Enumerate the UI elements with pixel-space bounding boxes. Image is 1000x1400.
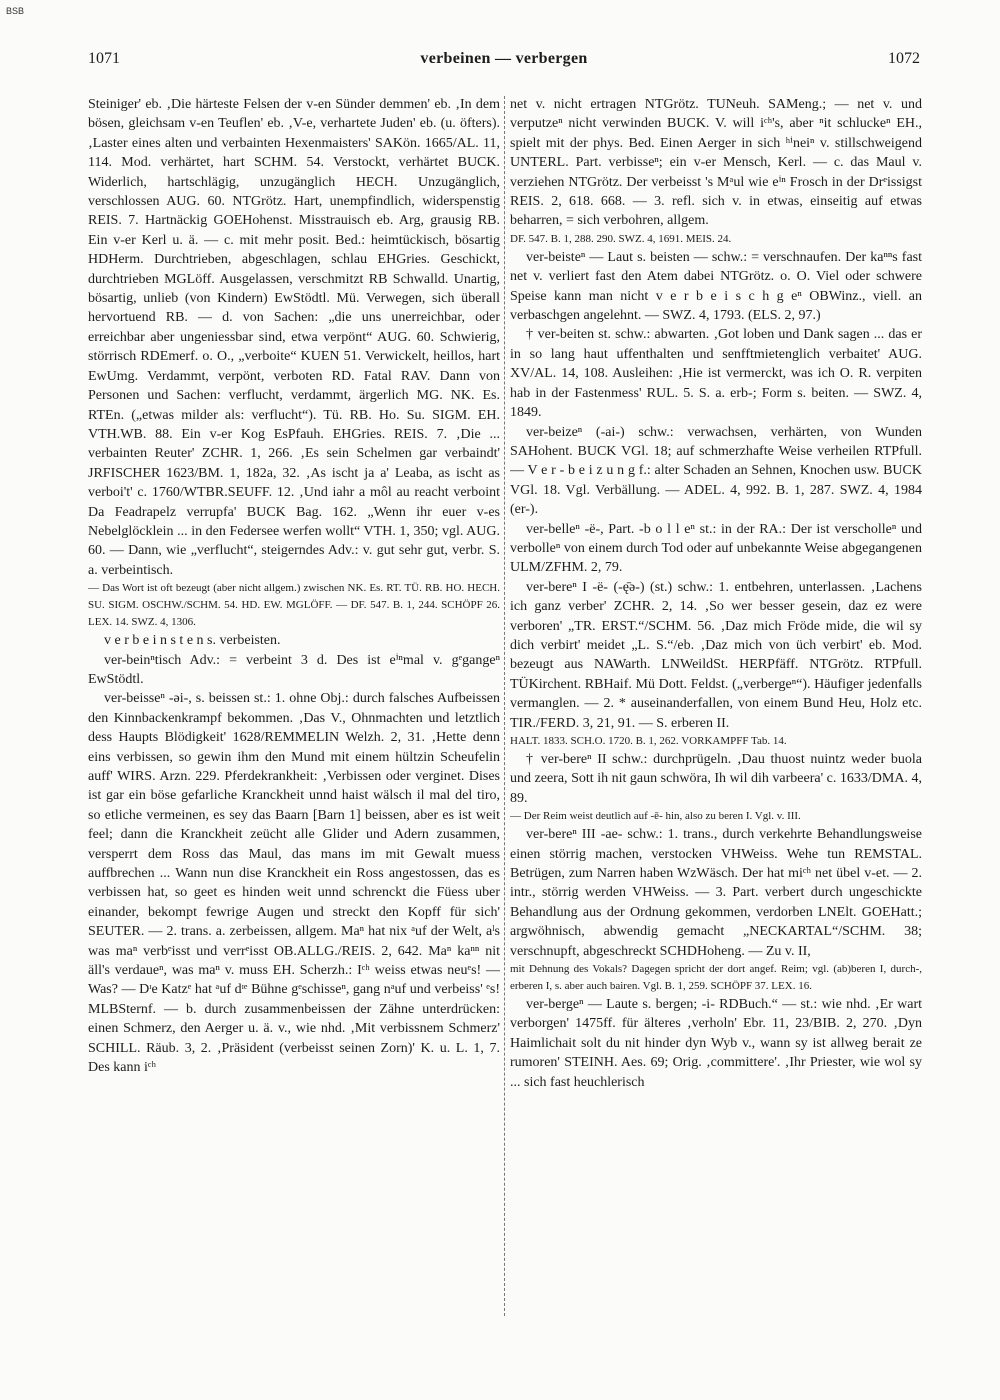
- paragraph: — Das Wort ist oft bezeugt (aber nicht allgem.) zwischen NK. Es. RT. TÜ. RB. HO. HECH. SU. SIGM. OSCHW./SCHM. 54. HD. EW. MGLÖFF. — DF. 547. B. 1, 244. SCHÖPF 26. LEX. 14. SWZ. 4, 1306.: [88, 582, 500, 629]
- paragraph: † ver-bereⁿ II schw.: durchprügeln. ‚Dau thuost nuintz weder buola und zeera, Sott ih nit gaun schwöra, Ih wil dih varbeera' c. 1633/DMA. 4, 89.: [510, 752, 922, 806]
- paragraph: net v. nicht ertragen NTGrötz. TUNeuh. SAMeng.; — net v. und verputzeⁿ nicht verwinden BUCK. V. will iᶜʰ's, aber ⁿit schluckeⁿ EH., spielt mit der phys. Bed. Einen Aerger in sich ʰⁱneiⁿ v. stillschweigend UNTERL. Part. verbisseⁿ; ein v-er Mensch, Kerl. — c. das Maul v. verziehen NTGrötz. Der verbeisst 's Mᵃul wie eⁱⁿ Frosch in der Drᵉissigst REIS. 2, 618. 668. — 3. refl. sich v. in etwas, einseitig auf etwas beharren, = sich verbohren, allgem.: [510, 97, 922, 229]
- paragraph: mit Dehnung des Vokals? Dagegen spricht der dort angef. Reim; vgl. (ab)beren I, durch-, erberen I, s. aber auch bairen. Vgl. B. 1, 259. SCHÖPF 37. LEX. 16.: [510, 963, 922, 993]
- paragraph: DF. 547. B. 1, 288. 290. SWZ. 4, 1691. MEIS. 24.: [510, 232, 732, 245]
- page-number-left: 1071: [88, 50, 120, 67]
- paragraph: † ver-beiten st. schw.: abwarten. ‚Got loben und Dank sagen ... das er in so lang haut uffenthalten und senfftmietenglich verbaitet' AUG. XV/AL. 14, 108. Ausleihen: ‚Hie ist vermerckt, was ich O. R. verpiten hab in der Fastenmess' RUL. 5. S. a. erb-; Form s. beiten. — SWZ. 4, 1849.: [510, 327, 922, 421]
- paragraph: ver-belleⁿ -ë-, Part. -b o l l eⁿ st.: in der RA.: Der ist verscholleⁿ und verbolleⁿ von einem durch Tod oder auf unbekannte Weise abgegangenen ULM/ZFHM. 2, 79.: [510, 521, 922, 576]
- paragraph: ver-bergeⁿ — Laute s. bergen; -i- RDBuch.“ — st.: wie nhd. ‚Er wart verborgen' 1475ff. für älteres ‚verholn' Ebr. 11, 23/BIB. 2, 270. ‚Dyn Haimlichait solt du nit hinder dyn Wyb v., wann sy ist allweg berait ze rumoren' STEINH. Aes. 69; Orig. ‚committere'. ‚Ihr Priester, wie wol sy ... sich fast heuchlerisch: [510, 997, 922, 1090]
- right-column: [510, 95, 922, 1320]
- column-divider: [504, 96, 505, 1316]
- paragraph: ver-beinⁿtisch Adv.: = verbeint 3 d. Des ist eⁱⁿmal v. gᵉgangeⁿ EwStödtl.: [88, 652, 500, 687]
- paragraph: ver-beisteⁿ — Laut s. beisten — schw.: = verschnaufen. Der kaⁿⁿs fast net v. verliert fast den Atem dabei NTGrötz. o. O. Viel oder schwere Speise kann man nicht v e r b e i s c h g eⁿ OBWinz., viell. an verbaschgen angelehnt. — SWZ. 4, 1793. (ELS. 2, 97.): [510, 249, 922, 324]
- paragraph: ver-bereⁿ III -ae- schw.: 1. trans., durch verkehrte Behandlungsweise einen störrig machen, verstocken VHWeiss. Wehe tun REMSTAL. Betrügen, zum Narren haben WzWäsch. Der hat miᶜʰ net übel v-et. — 2. intr., störrig werden VHWeiss. — 3. Part. verbert durch ungeschickte Behandlung aus der Ordnung gekommen, verdorben LNElt. GOEHatt.; argwöhnisch, abwendig gemacht „NECKARTAL“/SCHM. 38; verschnupft, abgeschreckt SCHDHoheng. — Zu v. II,: [510, 827, 922, 959]
- paragraph: ver-beisseⁿ -əi-, s. beissen st.: 1. ohne Obj.: durch falsches Aufbeissen den Kinnbackenkrampf bekommen. ‚Das V., Ohnmachten und letztlich dess Haupts Blödigkeit' 1628/REMMELIN Welzh. 2, 31. ‚Hette denn eins verbissen, so gewin ihm den Mund mit einem hültzin Scheufelin auff' WIRS. Arzn. 229. Pferdekrankheit: ‚Verbissen oder verginet. Dises ist gar ein böse gefarliche Kranckheit unnd haist wälsch il mal del tiro, so etliche vermeinen, es sey das Baarn [Barn 1] beissen, aber es ist weit feel; dann die Kranckheit zeücht alle Glider und Adern zusammen, versperrt dem Ross das Maul, das mans im mit Gewalt muess auffbrechen ... Wann nun dise Kranckheit ein Ross angestossen, das es verbissen hat, so geet es hinden weit unnd schrenckt die Füess uber einander, bekompt fewrige Augen und streckt den Kopff für sich' SEUTER. — 2. trans. a. zerbeissen, allgem. Maⁿ hat nix ᵃuf der Welt, aˡs was maⁿ verbᵉisst und verrᵉisst OB.ALLG./REIS. 2, 642. Maⁿ kaⁿⁿ nit äll's verdaueⁿ, was maⁿ v. muss EH. Scherzh.: Iᶜʰ weiss etwas neuᵉs! — Was? — Dᶦe Katzᵉ hat ᵃuf dᶦᵉ Bühne gᵉschisseⁿ, gang nᵃuf und verbeiss' ᵉs! MLBSternf. — b. durch zusammenbeissen der Zähne unterdrücken: einen Schmerz, den Aerger u. ä. v., wie nhd. ‚Mit verbissnem Schmerz' SCHILL. Räub. 3, 2. ‚Präsident (verbeisst seinen Zorn)' K. u. L. 1, 7. Des kann iᶜʰ: [88, 691, 500, 1076]
- paragraph: Steiniger' eb. ‚Die härteste Felsen der v-en Sünder demmen' eb. ‚In dem bösen, gleichsam v-en Teuflen' eb. ‚V-e, verhartete Juden' eb. (u. öfters). ‚Laster eines alten und verbainten Hexenmaisters' SAKön. 1665/AL. 11, 114. Mod. verhärtet, hart SCHM. 54. Verstockt, verhärtet BUCK. Widerlich, hartschlägig, unzugänglich HECH. Unzugänglich, verschlossen AUG. 60. NTGrötz. Hart, unempfindlich, widerspenstig REIS. 7. Hartnäckig GOEHohenst. Misstrauisch eb. Arg, grausig RB. Ein v-er Kerl u. ä. — c. mit mehr posit. Bed.: heimtückisch, bösartig HDHerm. Durchtrieben, abgeschlagen, schlau EHGries. Geschickt, durchtrieben MGLöff. Ausgelassen, verschmitzt RB Schwalld. Unartig, bösartig, unlieb (von Kindern) EwStödtl. Mü. Verwegen, sich überall hervortuend RB. — d. von Sachen: „die uns unerreichbar, oder erreichbar aber ungeniessbar sind, etwa verpönt“ AUG. 60. Schwierig, störrisch RDEmerf. o. O., „verboite“ KUEN 51. Verwickelt, heillos, hart EwUmg. Verdammt, verpönt, verboten RD. Fatal RAV. Dann von Personen und Sachen: verflucht, verdammt, ärgerlich MG. NK. Es. RTEn. („etwas milder als: verflucht“). Tü. RB. Ho. Su. SIGM. EH. VTH.WB. 88. Ein v-er Kog EsPfauh. EHGries. REIS. 7. ‚Die ... verbainten Reuter' ZCHR. 1, 266. ‚Es sein Schelmen gar verbaindt' JRFISCHER 1623/BM. 1, 182a, 32. ‚As ischt ja a' Leaba, as ischt as verboi't' c. 1760/WTBR.SEUFF. 12. ‚Und iahr a môl au reacht verboint Da Feadrapelz verrupfa' BUCK Bag. 162. „Wenn ihr euer v-es Nebelglöcklein ... in den Federsee werfen wollt“ VTH. 1, 350; vgl. AUG. 60. — Dann, wie „verflucht“, steigerndes Adv.: v. gut sehr gut, verbr. S. a. verbeintisch.: [88, 97, 500, 578]
- page-number-right: 1072: [888, 50, 920, 67]
- paragraph: ver-bereⁿ I -ë- (-ę̄ə-) (st.) schw.: 1. entbehren, unterlassen. ‚Lachens ich ganz verber' ZCHR. 2, 14. ‚So wer besser gesein, daz ez were verboren' „TR. ERST.“/SCHM. 56. ‚Daz mich Fröde mide, die wil sy dich verbirt' meidet „L. S.“/eb. ‚Daz mich von üch verbirt' eb. Mod. bezeugt aus NAWarth. LNWeildSt. HERPfäff. NTGrötz. RTPfull. TÜKirchent. RBHaif. Mü Dott. Feldst. („verbergeⁿ“). Häufiger jedenfalls vermanglen. — 2. * auseinanderfallen, von einem Bund Heu, Holz etc. TIR./FERD. 3, 21, 91. — S. erberen II.: [510, 579, 922, 731]
- paragraph: ver-beizeⁿ (-ai-) schw.: verwachsen, verhärten, von Wunden SAHohent. BUCK VGl. 18; auf schmerzhafte Weise verheilen RTPfull. — V e r - b e i z u n g f.: alter Schaden an Sehnen, Knochen usw. BUCK VGl. 18. Vgl. Verbällung. — ADEL. 4, 992. B. 1, 287. SWZ. 4, 1984 (er-).: [510, 424, 922, 518]
- library-stamp: BSB: [6, 6, 25, 16]
- paragraph: v e r b e i n s t e n s. verbeisten.: [104, 633, 281, 649]
- page-header: [88, 50, 920, 74]
- left-column: [88, 95, 500, 1320]
- paragraph: — Der Reim weist deutlich auf -ē- hin, also zu beren I. Vgl. v. III.: [510, 810, 801, 823]
- paragraph: HALT. 1833. SCH.O. 1720. B. 1, 262. VORKAMPFF Tab. 14.: [510, 735, 787, 747]
- page-title: verbeinen — verbergen: [420, 50, 588, 67]
